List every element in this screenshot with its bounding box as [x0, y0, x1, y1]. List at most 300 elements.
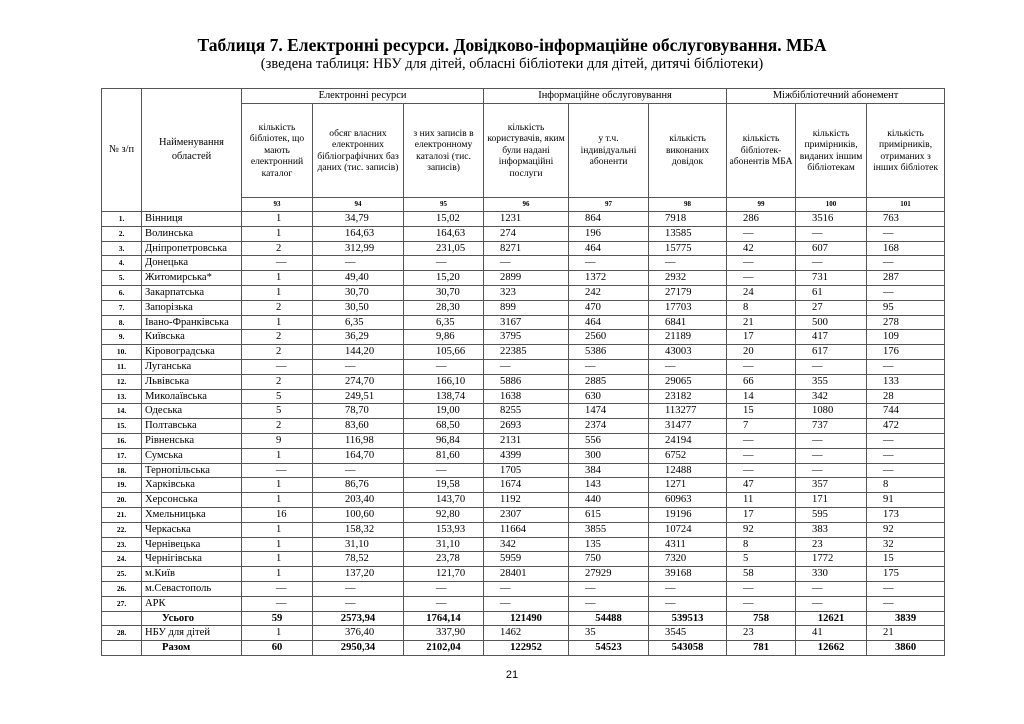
row-value: 138,74	[404, 389, 484, 404]
row-value: —	[649, 359, 727, 374]
row-value: —	[404, 463, 484, 478]
row-value: 615	[569, 507, 649, 522]
row-region-name: Донецька	[142, 256, 242, 271]
row-value: 21	[867, 626, 945, 641]
row-region-name: АРК	[142, 596, 242, 611]
row-region-name: Київська	[142, 330, 242, 345]
row-value: 68,50	[404, 419, 484, 434]
row-value: 21	[727, 315, 796, 330]
row-value: 31,10	[404, 537, 484, 552]
row-number: 6.	[102, 285, 142, 300]
row-region-name: НБУ для дітей	[142, 626, 242, 641]
row-value: —	[569, 596, 649, 611]
row-value: 27179	[649, 285, 727, 300]
table-row	[102, 611, 945, 626]
table-row	[102, 433, 945, 448]
row-value: —	[796, 433, 867, 448]
row-value: 20	[727, 345, 796, 360]
header-col-number: 93	[242, 198, 313, 212]
row-value: 2885	[569, 374, 649, 389]
row-region-name: м.Севастополь	[142, 581, 242, 596]
row-value: 91	[867, 493, 945, 508]
row-value: —	[727, 359, 796, 374]
row-value: 24	[727, 285, 796, 300]
row-value: 1	[242, 567, 313, 582]
row-value: 1	[242, 226, 313, 241]
row-value: 15	[867, 552, 945, 567]
row-number: 11.	[102, 359, 142, 374]
row-value: 23	[727, 626, 796, 641]
row-value: —	[727, 433, 796, 448]
row-value: 22385	[484, 345, 569, 360]
row-value: 2307	[484, 507, 569, 522]
row-value: 47	[727, 478, 796, 493]
row-value: 6841	[649, 315, 727, 330]
row-value: —	[404, 596, 484, 611]
header-col-number: 95	[404, 198, 484, 212]
row-value: 8	[727, 300, 796, 315]
row-value: —	[313, 256, 404, 271]
row-number: 12.	[102, 374, 142, 389]
row-value: 144,20	[313, 345, 404, 360]
row-region-name: Миколаївська	[142, 389, 242, 404]
row-number: 20.	[102, 493, 142, 508]
row-value: 1764,14	[404, 611, 484, 626]
row-value: 2	[242, 374, 313, 389]
row-value: —	[867, 256, 945, 271]
row-value: 11	[727, 493, 796, 508]
table-row	[102, 537, 945, 552]
row-value: 19196	[649, 507, 727, 522]
header-group-info-service: Інформаційне обслуговування	[484, 89, 727, 104]
table-row	[102, 300, 945, 315]
row-value: 164,70	[313, 448, 404, 463]
row-value: —	[867, 463, 945, 478]
row-value: 1	[242, 626, 313, 641]
data-table	[101, 88, 945, 656]
row-value: 274	[484, 226, 569, 241]
row-value: 143	[569, 478, 649, 493]
row-value: 737	[796, 419, 867, 434]
row-value: 630	[569, 389, 649, 404]
row-value: —	[867, 596, 945, 611]
row-value: 5886	[484, 374, 569, 389]
row-region-name: Усього	[142, 611, 242, 626]
row-value: 105,66	[404, 345, 484, 360]
row-value: —	[649, 596, 727, 611]
row-region-name: Дніпропетровська	[142, 241, 242, 256]
row-value: 36,29	[313, 330, 404, 345]
row-value: 137,20	[313, 567, 404, 582]
row-value: 440	[569, 493, 649, 508]
table-row	[102, 507, 945, 522]
row-value: —	[867, 285, 945, 300]
row-value: —	[867, 359, 945, 374]
row-value: 3516	[796, 212, 867, 227]
header-group-mba: Міжбібліотечний абонемент	[727, 89, 945, 104]
row-value: —	[867, 448, 945, 463]
row-value: 29065	[649, 374, 727, 389]
row-value: 100,60	[313, 507, 404, 522]
table-row	[102, 345, 945, 360]
row-value: 116,98	[313, 433, 404, 448]
row-value: 2	[242, 419, 313, 434]
row-value: 1192	[484, 493, 569, 508]
table-row	[102, 448, 945, 463]
row-value: 23	[796, 537, 867, 552]
row-region-name: м.Київ	[142, 567, 242, 582]
table-row	[102, 374, 945, 389]
row-number: 18.	[102, 463, 142, 478]
row-value: 3839	[867, 611, 945, 626]
row-value: 30,70	[404, 285, 484, 300]
row-value: 43003	[649, 345, 727, 360]
header-col-number: 100	[796, 198, 867, 212]
row-value: 470	[569, 300, 649, 315]
row-region-name: Херсонська	[142, 493, 242, 508]
row-value: 166,10	[404, 374, 484, 389]
row-number: 7.	[102, 300, 142, 315]
row-value: 2560	[569, 330, 649, 345]
table-row	[102, 212, 945, 227]
row-value: 28401	[484, 567, 569, 582]
row-value: 86,76	[313, 478, 404, 493]
row-value: —	[727, 596, 796, 611]
row-value: 60963	[649, 493, 727, 508]
row-value: 28	[867, 389, 945, 404]
row-value: 54523	[569, 641, 649, 656]
row-value: 312,99	[313, 241, 404, 256]
row-value: 1674	[484, 478, 569, 493]
row-value: 274,70	[313, 374, 404, 389]
header-col: кількість примірників, виданих іншим бібліотекам	[796, 104, 867, 198]
row-value: —	[313, 596, 404, 611]
row-value: 31477	[649, 419, 727, 434]
table-row	[102, 522, 945, 537]
table-row	[102, 315, 945, 330]
row-value: —	[242, 256, 313, 271]
row-region-name: Волинська	[142, 226, 242, 241]
row-value: 12621	[796, 611, 867, 626]
row-value: —	[727, 581, 796, 596]
header-col: з них записів в електронному каталозі (тис. записів)	[404, 104, 484, 198]
row-value: 750	[569, 552, 649, 567]
header-col: кількість користувачів, яким були надані інформаційні послуги	[484, 104, 569, 198]
row-value: 758	[727, 611, 796, 626]
page-number: 21	[505, 669, 519, 681]
row-value: 39168	[649, 567, 727, 582]
row-value: 376,40	[313, 626, 404, 641]
row-value: —	[484, 596, 569, 611]
row-value: 15775	[649, 241, 727, 256]
header-col: кількість примірників, отриманих з інших бібліотек	[867, 104, 945, 198]
row-number: 9.	[102, 330, 142, 345]
row-value: 1	[242, 522, 313, 537]
row-value: 3167	[484, 315, 569, 330]
row-value: 59	[242, 611, 313, 626]
row-value: 34,79	[313, 212, 404, 227]
row-value: 153,93	[404, 522, 484, 537]
header-col-number: 96	[484, 198, 569, 212]
row-value: 133	[867, 374, 945, 389]
table-row	[102, 596, 945, 611]
row-value: 121,70	[404, 567, 484, 582]
row-value: 5	[242, 404, 313, 419]
row-value: 287	[867, 271, 945, 286]
row-value: 464	[569, 241, 649, 256]
table-row	[102, 404, 945, 419]
row-number: 8.	[102, 315, 142, 330]
row-value: 7918	[649, 212, 727, 227]
row-value: 23,78	[404, 552, 484, 567]
row-value: 300	[569, 448, 649, 463]
row-region-name: Черкаська	[142, 522, 242, 537]
row-value: 417	[796, 330, 867, 345]
row-value: —	[727, 271, 796, 286]
table-body	[102, 212, 945, 656]
row-value: 8	[867, 478, 945, 493]
row-value: 1	[242, 537, 313, 552]
table-row	[102, 493, 945, 508]
row-value: 1	[242, 285, 313, 300]
table-row	[102, 641, 945, 656]
row-value: 543058	[649, 641, 727, 656]
header-region: Найменування областей	[142, 89, 242, 212]
row-value: 54488	[569, 611, 649, 626]
row-value: 49,40	[313, 271, 404, 286]
row-value: 60	[242, 641, 313, 656]
row-region-name: Запорізька	[142, 300, 242, 315]
row-value: 7	[727, 419, 796, 434]
row-value: 337,90	[404, 626, 484, 641]
row-value: 1372	[569, 271, 649, 286]
row-number: 22.	[102, 522, 142, 537]
row-value: 4311	[649, 537, 727, 552]
table-row	[102, 419, 945, 434]
row-value: 30,50	[313, 300, 404, 315]
table-row	[102, 567, 945, 582]
row-number: 26.	[102, 581, 142, 596]
row-value: —	[649, 581, 727, 596]
row-value: 92	[727, 522, 796, 537]
row-number: 23.	[102, 537, 142, 552]
row-value: 15,02	[404, 212, 484, 227]
row-value: 17	[727, 330, 796, 345]
row-number: 14.	[102, 404, 142, 419]
row-value: —	[242, 463, 313, 478]
row-value: 2	[242, 241, 313, 256]
row-number: 2.	[102, 226, 142, 241]
row-value: 8271	[484, 241, 569, 256]
table-row	[102, 256, 945, 271]
header-col-number: 97	[569, 198, 649, 212]
row-value: 7320	[649, 552, 727, 567]
row-value: 1231	[484, 212, 569, 227]
row-value: 196	[569, 226, 649, 241]
row-number: 27.	[102, 596, 142, 611]
header-col-number: 98	[649, 198, 727, 212]
row-value: 171	[796, 493, 867, 508]
row-number: 25.	[102, 567, 142, 582]
table-row	[102, 271, 945, 286]
row-value: 464	[569, 315, 649, 330]
row-value: 6752	[649, 448, 727, 463]
table-row	[102, 226, 945, 241]
row-value: 1772	[796, 552, 867, 567]
row-value: 242	[569, 285, 649, 300]
row-value: 3855	[569, 522, 649, 537]
header-col: кількість бібліотек-абонентів МБА	[727, 104, 796, 198]
row-value: 731	[796, 271, 867, 286]
row-value: 323	[484, 285, 569, 300]
row-value: 6,35	[404, 315, 484, 330]
row-value: 384	[569, 463, 649, 478]
table-row	[102, 552, 945, 567]
row-region-name: Хмельницька	[142, 507, 242, 522]
row-value: 357	[796, 478, 867, 493]
row-value: —	[727, 448, 796, 463]
row-value: 12662	[796, 641, 867, 656]
row-value: —	[569, 256, 649, 271]
row-value: 17	[727, 507, 796, 522]
row-value: 96,84	[404, 433, 484, 448]
header-col-number: 99	[727, 198, 796, 212]
row-value: 2899	[484, 271, 569, 286]
row-region-name: Івано-Франківська	[142, 315, 242, 330]
row-value: 330	[796, 567, 867, 582]
row-value: 539513	[649, 611, 727, 626]
header-col: кількість бібліотек, що мають електронний каталог	[242, 104, 313, 198]
row-value: —	[404, 256, 484, 271]
row-value: 9	[242, 433, 313, 448]
row-region-name: Чернігівська	[142, 552, 242, 567]
row-value: 781	[727, 641, 796, 656]
row-number: 17.	[102, 448, 142, 463]
header-num: № з/п	[102, 89, 142, 212]
row-value: 500	[796, 315, 867, 330]
row-value: 1462	[484, 626, 569, 641]
row-value: —	[484, 256, 569, 271]
row-value: 2102,04	[404, 641, 484, 656]
row-value: —	[404, 359, 484, 374]
row-region-name: Разом	[142, 641, 242, 656]
row-value: 899	[484, 300, 569, 315]
row-value: 286	[727, 212, 796, 227]
row-number: 19.	[102, 478, 142, 493]
row-number: 16.	[102, 433, 142, 448]
row-value: 113277	[649, 404, 727, 419]
row-value: 2573,94	[313, 611, 404, 626]
row-region-name: Харківська	[142, 478, 242, 493]
row-value: 2	[242, 345, 313, 360]
row-value: 21189	[649, 330, 727, 345]
row-value: 13585	[649, 226, 727, 241]
row-value: 1	[242, 448, 313, 463]
row-value: 1	[242, 315, 313, 330]
row-value: 78,70	[313, 404, 404, 419]
row-value: 17703	[649, 300, 727, 315]
row-value: —	[649, 256, 727, 271]
row-value: 58	[727, 567, 796, 582]
row-value: 2950,34	[313, 641, 404, 656]
row-value: 135	[569, 537, 649, 552]
row-number	[102, 641, 142, 656]
row-number: 1.	[102, 212, 142, 227]
row-value: 3545	[649, 626, 727, 641]
row-value: 61	[796, 285, 867, 300]
row-value: 8	[727, 537, 796, 552]
row-value: 1080	[796, 404, 867, 419]
row-number: 4.	[102, 256, 142, 271]
row-number: 13.	[102, 389, 142, 404]
row-region-name: Чернівецька	[142, 537, 242, 552]
row-value: 3860	[867, 641, 945, 656]
row-number: 21.	[102, 507, 142, 522]
row-value: —	[242, 359, 313, 374]
row-value: 92,80	[404, 507, 484, 522]
row-number: 24.	[102, 552, 142, 567]
row-value: —	[796, 448, 867, 463]
row-value: 32	[867, 537, 945, 552]
row-value: 1638	[484, 389, 569, 404]
row-value: 31,10	[313, 537, 404, 552]
row-value: 595	[796, 507, 867, 522]
row-region-name: Рівненська	[142, 433, 242, 448]
table-row	[102, 478, 945, 493]
row-value: 19,00	[404, 404, 484, 419]
row-region-name: Тернопільська	[142, 463, 242, 478]
row-value: —	[796, 463, 867, 478]
row-value: 42	[727, 241, 796, 256]
table-header	[102, 89, 945, 212]
row-value: 78,52	[313, 552, 404, 567]
row-number: 15.	[102, 419, 142, 434]
row-value: 15,20	[404, 271, 484, 286]
row-number: 5.	[102, 271, 142, 286]
row-value: 9,86	[404, 330, 484, 345]
row-value: 173	[867, 507, 945, 522]
row-value: 109	[867, 330, 945, 345]
row-value: 355	[796, 374, 867, 389]
row-value: 1	[242, 493, 313, 508]
row-value: 5386	[569, 345, 649, 360]
row-region-name: Луганська	[142, 359, 242, 374]
row-value: 617	[796, 345, 867, 360]
row-value: 24194	[649, 433, 727, 448]
row-value: 35	[569, 626, 649, 641]
row-region-name: Житомирська*	[142, 271, 242, 286]
row-value: —	[313, 581, 404, 596]
row-value: 66	[727, 374, 796, 389]
row-value: 23182	[649, 389, 727, 404]
header-group-electronic: Електронні ресурси	[242, 89, 484, 104]
header-col: обсяг власних електронних бібліографічних баз даних (тис. записів)	[313, 104, 404, 198]
row-value: 122952	[484, 641, 569, 656]
row-value: 28,30	[404, 300, 484, 315]
row-value: 249,51	[313, 389, 404, 404]
row-value: 143,70	[404, 493, 484, 508]
row-value: —	[796, 226, 867, 241]
row-value: —	[796, 359, 867, 374]
row-value: 763	[867, 212, 945, 227]
row-value: 27929	[569, 567, 649, 582]
table-subtitle: (зведена таблиця: НБУ для дітей, обласні бібліотеки для дітей, дитячі бібліотеки)	[260, 56, 764, 72]
row-value: 2932	[649, 271, 727, 286]
row-value: 342	[484, 537, 569, 552]
header-col-number: 101	[867, 198, 945, 212]
row-value: 19,58	[404, 478, 484, 493]
row-value: 1271	[649, 478, 727, 493]
